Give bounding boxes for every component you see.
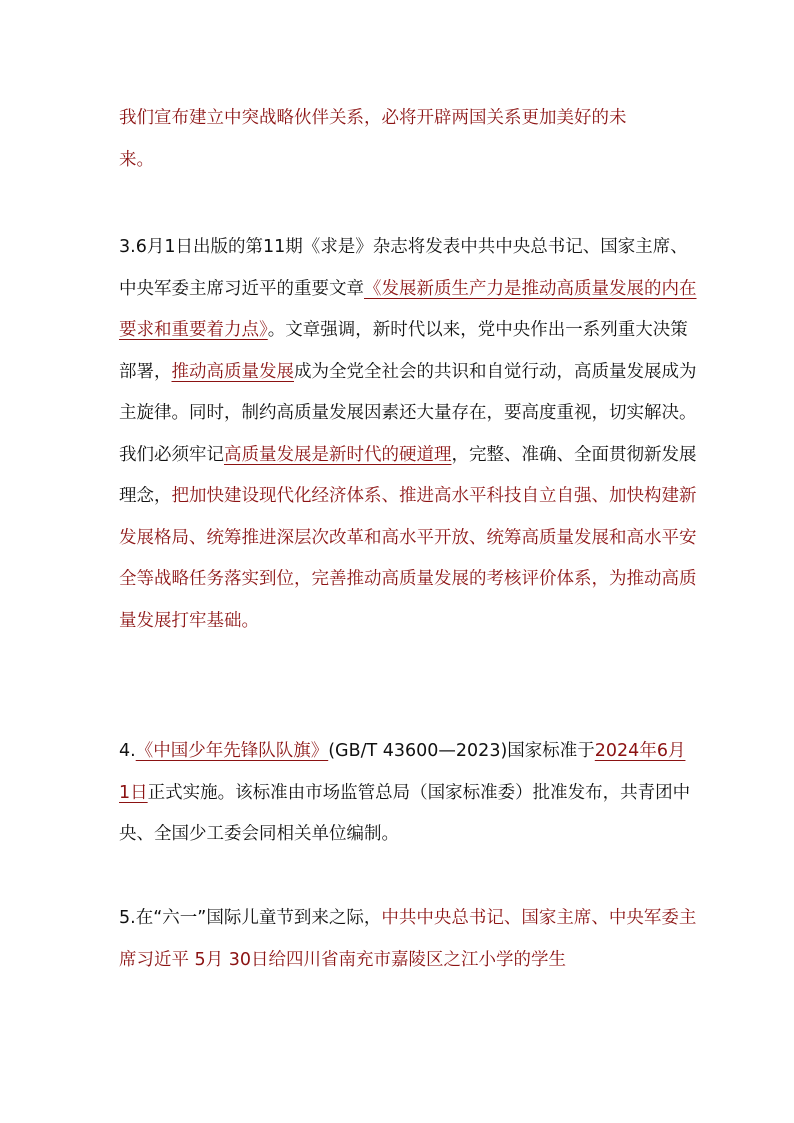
highlight-text: 把加快建设现代化经济体系、推进高水平科技自立自强、加快构建新发展格局、统筹推进深层次改革和高水平开放、统筹高质量发展和高水平安全等战略任务落实到位，完善推动高质量发展的考核评价体系，为推动高质量发展打牢基础。 <box>119 486 697 631</box>
paragraph-text: ，完整、准确、全面贯彻新发展理念， <box>119 444 697 506</box>
highlight-text: 中共中央总书记、国家主席、中央军委主席习近平 5月 30日给四川省南充市嘉陵区之江小学的学生 <box>119 908 697 970</box>
paragraph-text: 国家标准于 <box>507 741 595 761</box>
paragraph-4 <box>119 731 699 856</box>
item-number: 4. <box>119 741 136 761</box>
article-title-link[interactable]: 《发展新质生产力是推动高质量发展的内在要求和重要着力点》 <box>119 278 697 340</box>
paragraph-text: 。文章强调，新时代以来，党中央作出一系列重大决策部署， <box>119 320 688 382</box>
paragraph-text: 正式实施。该标准由市场监管总局（国家标准委）批准发布，共青团中央、全国少工委会同相关单位编制。 <box>119 782 691 844</box>
standard-title-link[interactable]: 《中国少年先锋队队旗》 <box>135 741 329 761</box>
highlight-link-hard-truth[interactable]: 高质量发展是新时代的硬道理 <box>224 444 452 465</box>
effective-date-link[interactable]: 2024年6月 1日 <box>119 741 686 803</box>
item-number: 3. <box>119 237 136 257</box>
paragraph-text: 在“六一”国际儿童节到来之际， <box>135 908 382 928</box>
item-number: 5. <box>119 908 136 928</box>
issue-number: 11 <box>262 237 286 257</box>
paragraph-3 <box>119 227 699 642</box>
paragraph-text: 期《求是》杂志将发表中共中央总书记、国家主席、中央军委主席习近平的重要文章 <box>119 237 688 299</box>
highlight-link-high-quality-development[interactable]: 推动高质量发展 <box>171 361 294 382</box>
paragraph-2-continuation <box>119 98 699 181</box>
paragraph-text: 来。 <box>119 149 154 170</box>
date-text: 6月1日 <box>135 237 193 257</box>
paragraph-text: 出版的第 <box>192 237 263 257</box>
paragraph-5 <box>119 898 699 981</box>
paragraph-text: 成为全党全社会的共识和自觉行动，高质量发展成为主旋律。同时，制约高质量发展因素还大量存在，要高度重视，切实解决。我们必须牢记 <box>119 361 697 465</box>
standard-code: (GB/T 43600—2023) <box>328 741 508 761</box>
paragraph-text: 我们宣布建立中突战略伙伴关系，必将开辟两国关系更加美好的未 <box>119 108 627 128</box>
